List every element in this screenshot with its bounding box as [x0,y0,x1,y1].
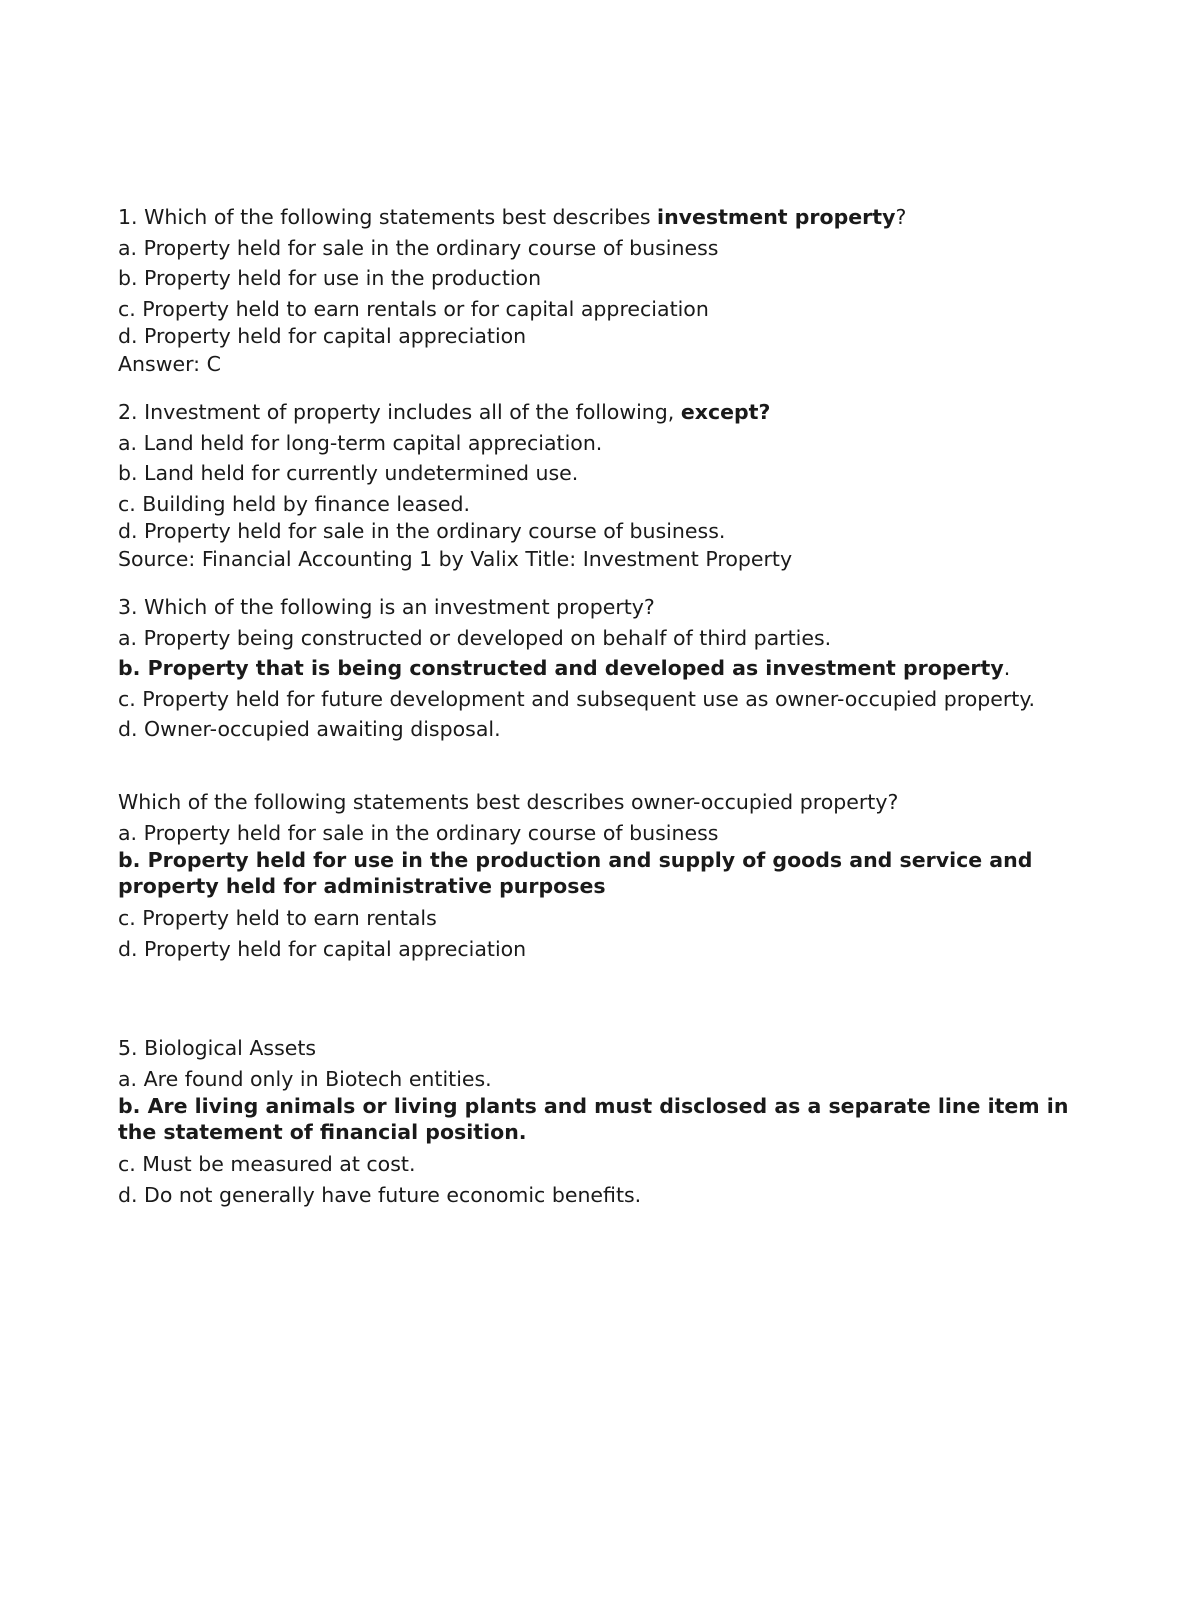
question-1-keyword: investment property [657,205,896,229]
question-3-option-a: a. Property being constructed or developed on behalf of third parties. [118,625,832,650]
question-5-text: 5. Biological Assets [118,1036,317,1060]
question-1-suffix: ? [895,205,907,229]
question-5-option-c: c. Must be measured at cost. [118,1152,416,1176]
question-2-source: Source: Financial Accounting 1 by Valix Title: Investment Property [118,547,793,571]
question-2-option-a: a. Land held for long-term capital appreciation. [118,430,603,455]
question-5-option-a: a. Are found only in Biotech entities. [118,1066,492,1091]
question-2-prefix: 2. Investment of property includes all of the following, [118,400,681,424]
question-3-option-b [118,653,1108,684]
question-3-option-c: c. Property held for future development and subsequent use as owner-occupied property. [118,686,1036,711]
question-4-option-a: a. Property held for sale in the ordinary course of business [118,820,719,845]
question-2-option-c: c. Building held by finance leased. [118,491,471,516]
question-2-text [118,397,1108,428]
question-2-option-d: d. Property held for sale in the ordinary course of business. [118,519,726,543]
question-1-prefix: 1. Which of the following statements best describes [118,205,658,229]
question-3-text: 3. Which of the following is an investment property? [118,595,655,619]
question-3-option-b-answer: b. Property that is being constructed and developed as investment property [118,656,1004,680]
question-2 [118,397,1108,575]
question-1-option-b: b. Property held for use in the production [118,266,542,290]
question-5 [118,1033,1108,1210]
question-2-option-b: b. Land held for currently undetermined use. [118,461,579,485]
question-4-text: Which of the following statements best describes owner-occupied property? [118,790,899,814]
question-4-option-d: d. Property held for capital appreciation [118,936,527,961]
question-5-option-d: d. Do not generally have future economic benefits. [118,1182,642,1207]
question-1-option-c: c. Property held to earn rentals or for capital appreciation [118,296,709,321]
question-1-answer: Answer: C [118,352,221,376]
question-1-option-a: a. Property held for sale in the ordinary course of business [118,235,719,260]
question-5-option-b: b. Are living animals or living plants and must disclosed as a separate line item in the statement of financial position. [118,1094,1069,1144]
question-1-option-d: d. Property held for capital appreciation [118,324,527,348]
question-1 [118,202,1108,380]
question-4-option-c: c. Property held to earn rentals [118,906,437,930]
question-3 [118,592,1108,745]
question-3-option-b-period: . [1003,656,1011,680]
question-3-option-d: d. Owner-occupied awaiting disposal. [118,717,501,741]
question-4 [118,787,1108,964]
question-2-keyword: except? [680,400,771,424]
question-1-text [118,202,1108,233]
question-4-option-b: b. Property held for use in the production and supply of goods and service and property held for administrative purposes [118,848,1033,898]
